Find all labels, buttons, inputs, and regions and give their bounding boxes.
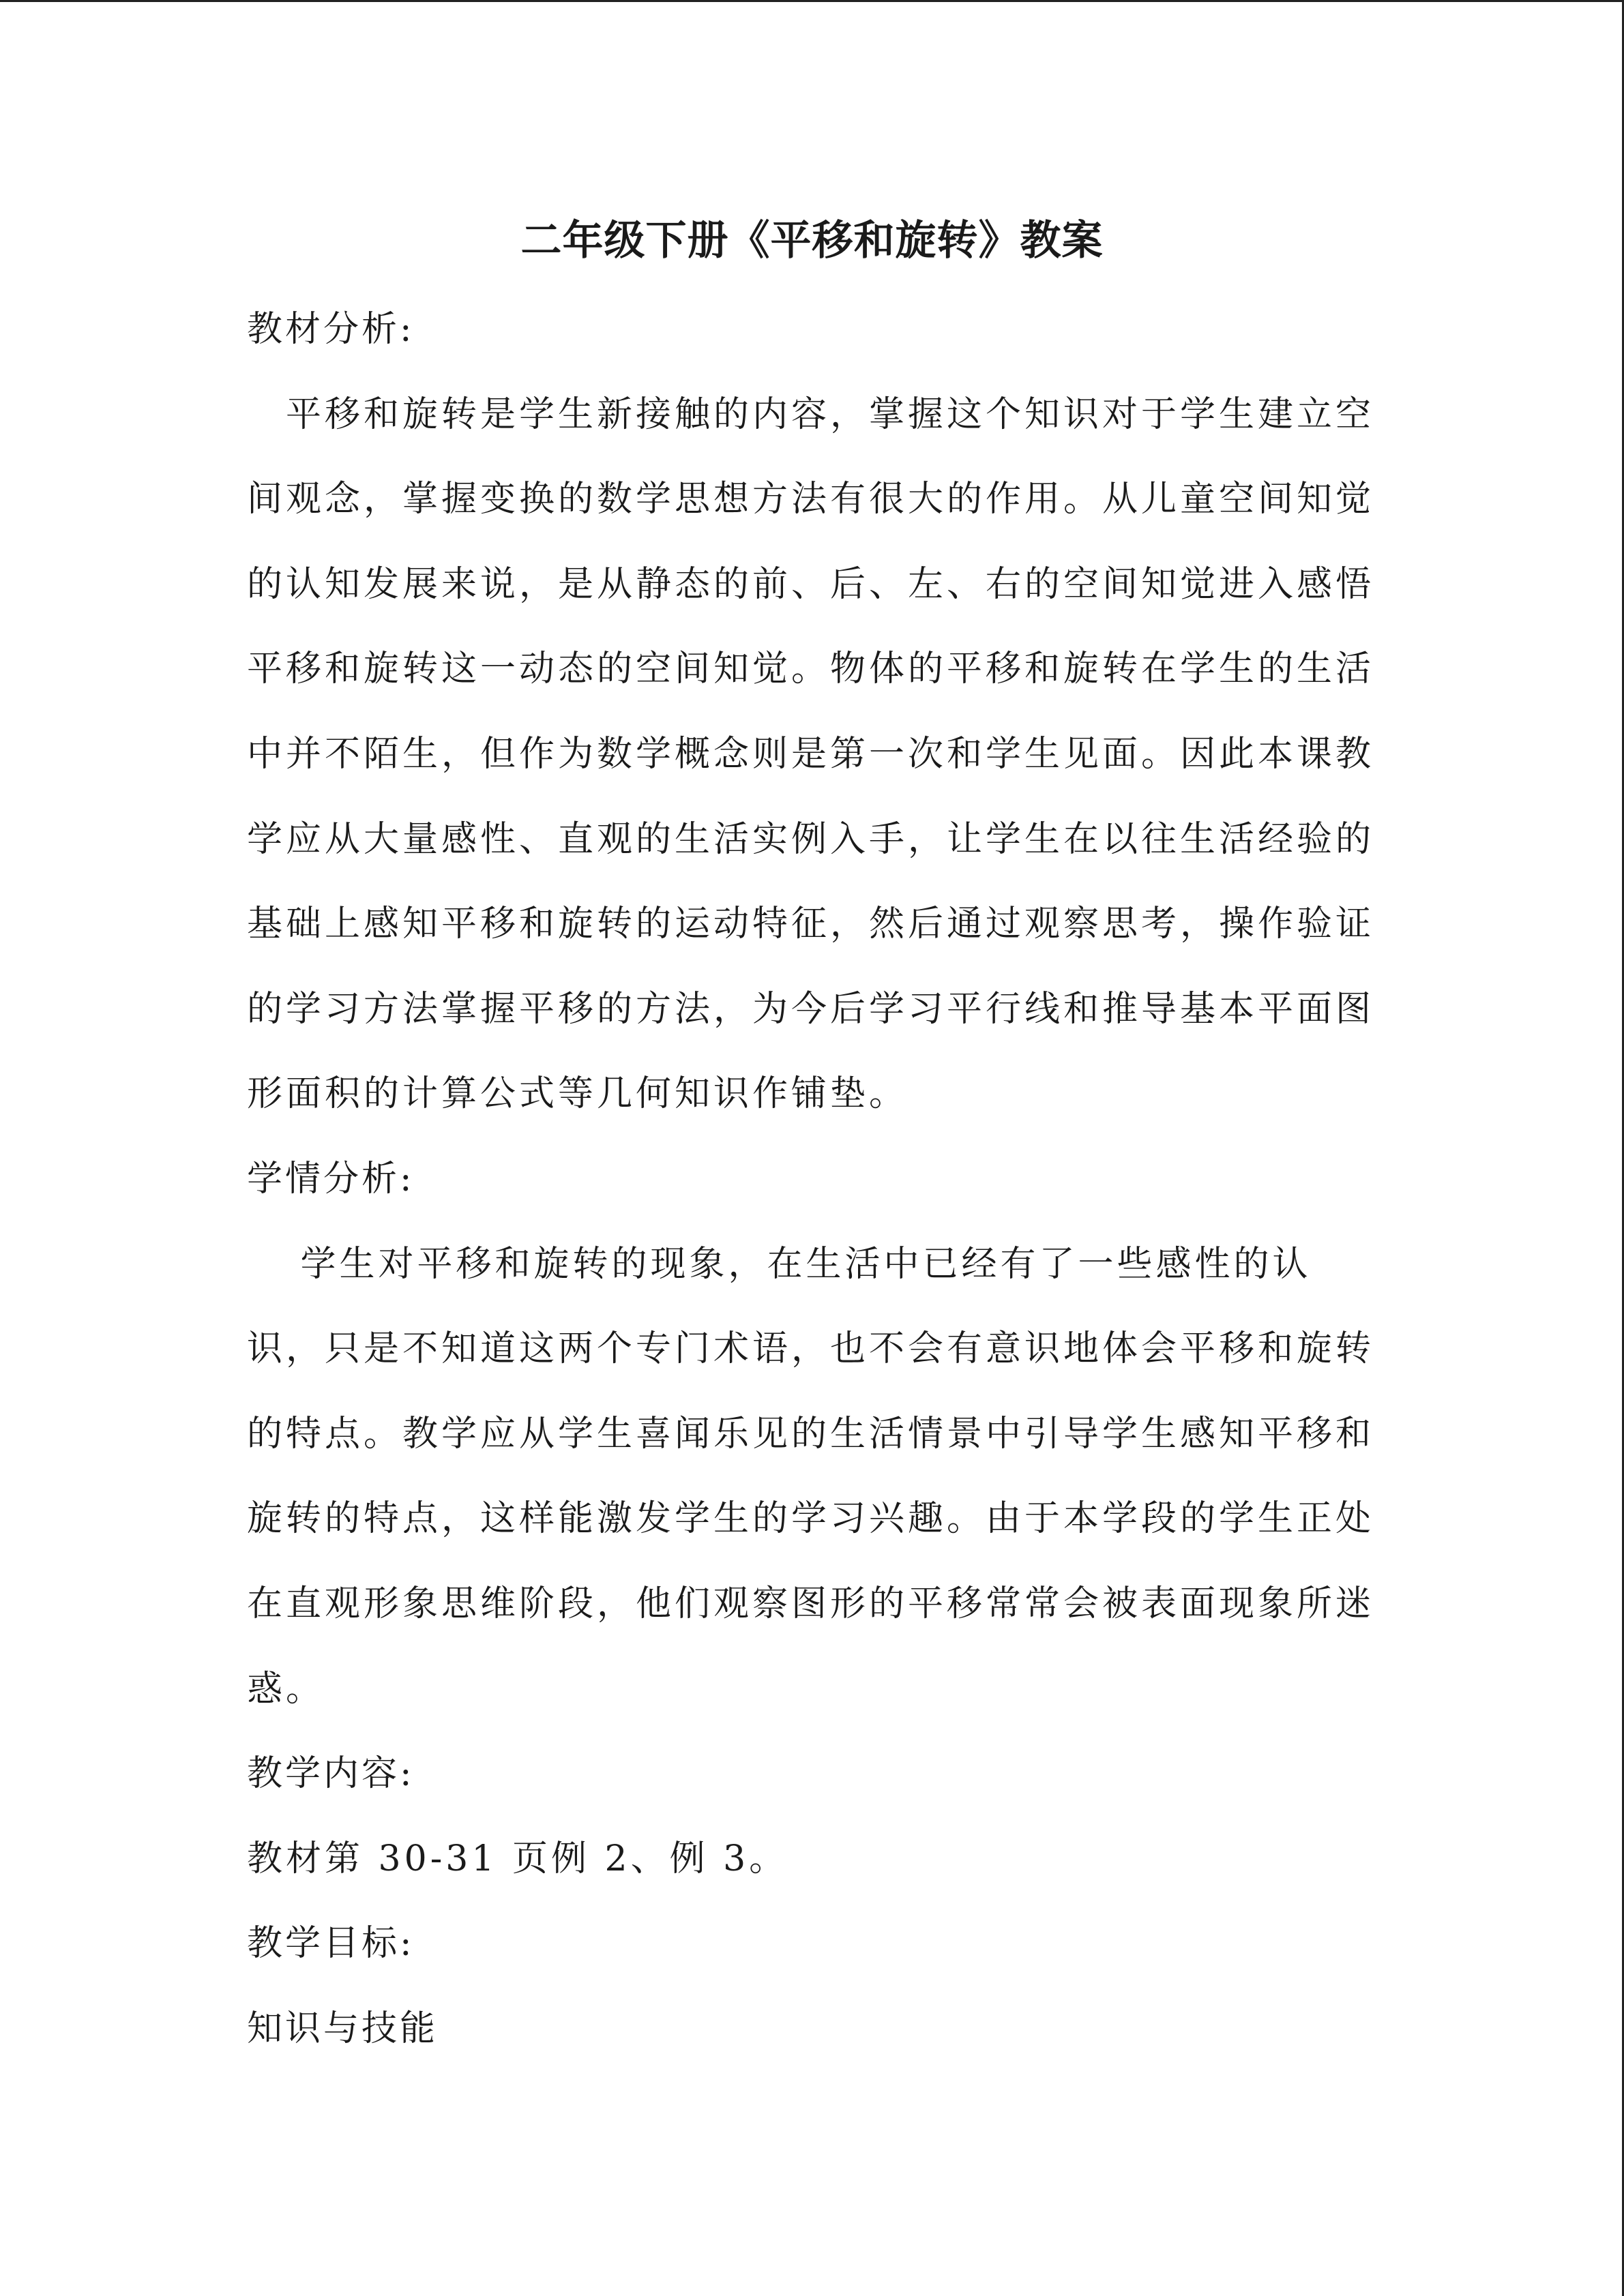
paragraph-line: 间观念，掌握变换的数学思想方法有很大的作用。从儿童空间知觉 (247, 479, 1375, 520)
paragraph-line: 的学习方法掌握平移的方法，为今后学习平行线和推导基本平面图 (247, 988, 1375, 1030)
document-title: 二年级下册《平移和旋转》教案 (520, 217, 1104, 265)
paragraph-line: 识，只是不知道这两个专门术语，也不会有意识地体会平移和旋转 (247, 1328, 1375, 1370)
section-heading-textbook-analysis: 教材分析: (247, 309, 415, 350)
paragraph-line: 学应从大量感性、直观的生活实例入手，让学生在以往生活经验的 (247, 818, 1375, 860)
subsection-heading-knowledge-skills: 知识与技能 (247, 2008, 439, 2049)
paragraph-line: 学生对平移和旋转的现象，在生活中已经有了一些感性的认 (247, 1243, 1312, 1285)
paragraph-line: 在直观形象思维阶段，他们观察图形的平移常常会被表面现象所迷 (247, 1583, 1375, 1624)
paragraph-line: 的特点。教学应从学生喜闻乐见的生活情景中引导学生感知平移和 (247, 1413, 1375, 1455)
paragraph-line: 形面积的计算公式等几何知识作铺垫。 (247, 1073, 909, 1115)
paragraph-line: 平移和旋转是学生新接触的内容，掌握这个知识对于学生建立空 (247, 393, 1375, 435)
section-heading-teaching-goals: 教学目标: (247, 1923, 415, 1965)
paragraph-line: 平移和旋转这一动态的空间知觉。物体的平移和旋转在学生的生活 (247, 648, 1375, 690)
paragraph-line: 教材第 30-31 页例 2、例 3。 (247, 1838, 788, 1879)
paragraph-line: 旋转的特点，这样能激发学生的学习兴趣。由于本学段的学生正处 (247, 1498, 1375, 1540)
section-heading-teaching-content: 教学内容: (247, 1753, 415, 1795)
paragraph-line: 基础上感知平移和旋转的运动特征，然后通过观察思考，操作验证 (247, 904, 1375, 945)
paragraph-line: 的认知发展来说，是从静态的前、后、左、右的空间知觉进入感悟 (247, 563, 1375, 605)
paragraph-line: 中并不陌生，但作为数学概念则是第一次和学生见面。因此本课教 (247, 733, 1375, 775)
document-body (247, 287, 1379, 2071)
section-heading-student-analysis: 学情分析: (247, 1158, 415, 1199)
paragraph-line: 惑。 (247, 1668, 325, 1710)
